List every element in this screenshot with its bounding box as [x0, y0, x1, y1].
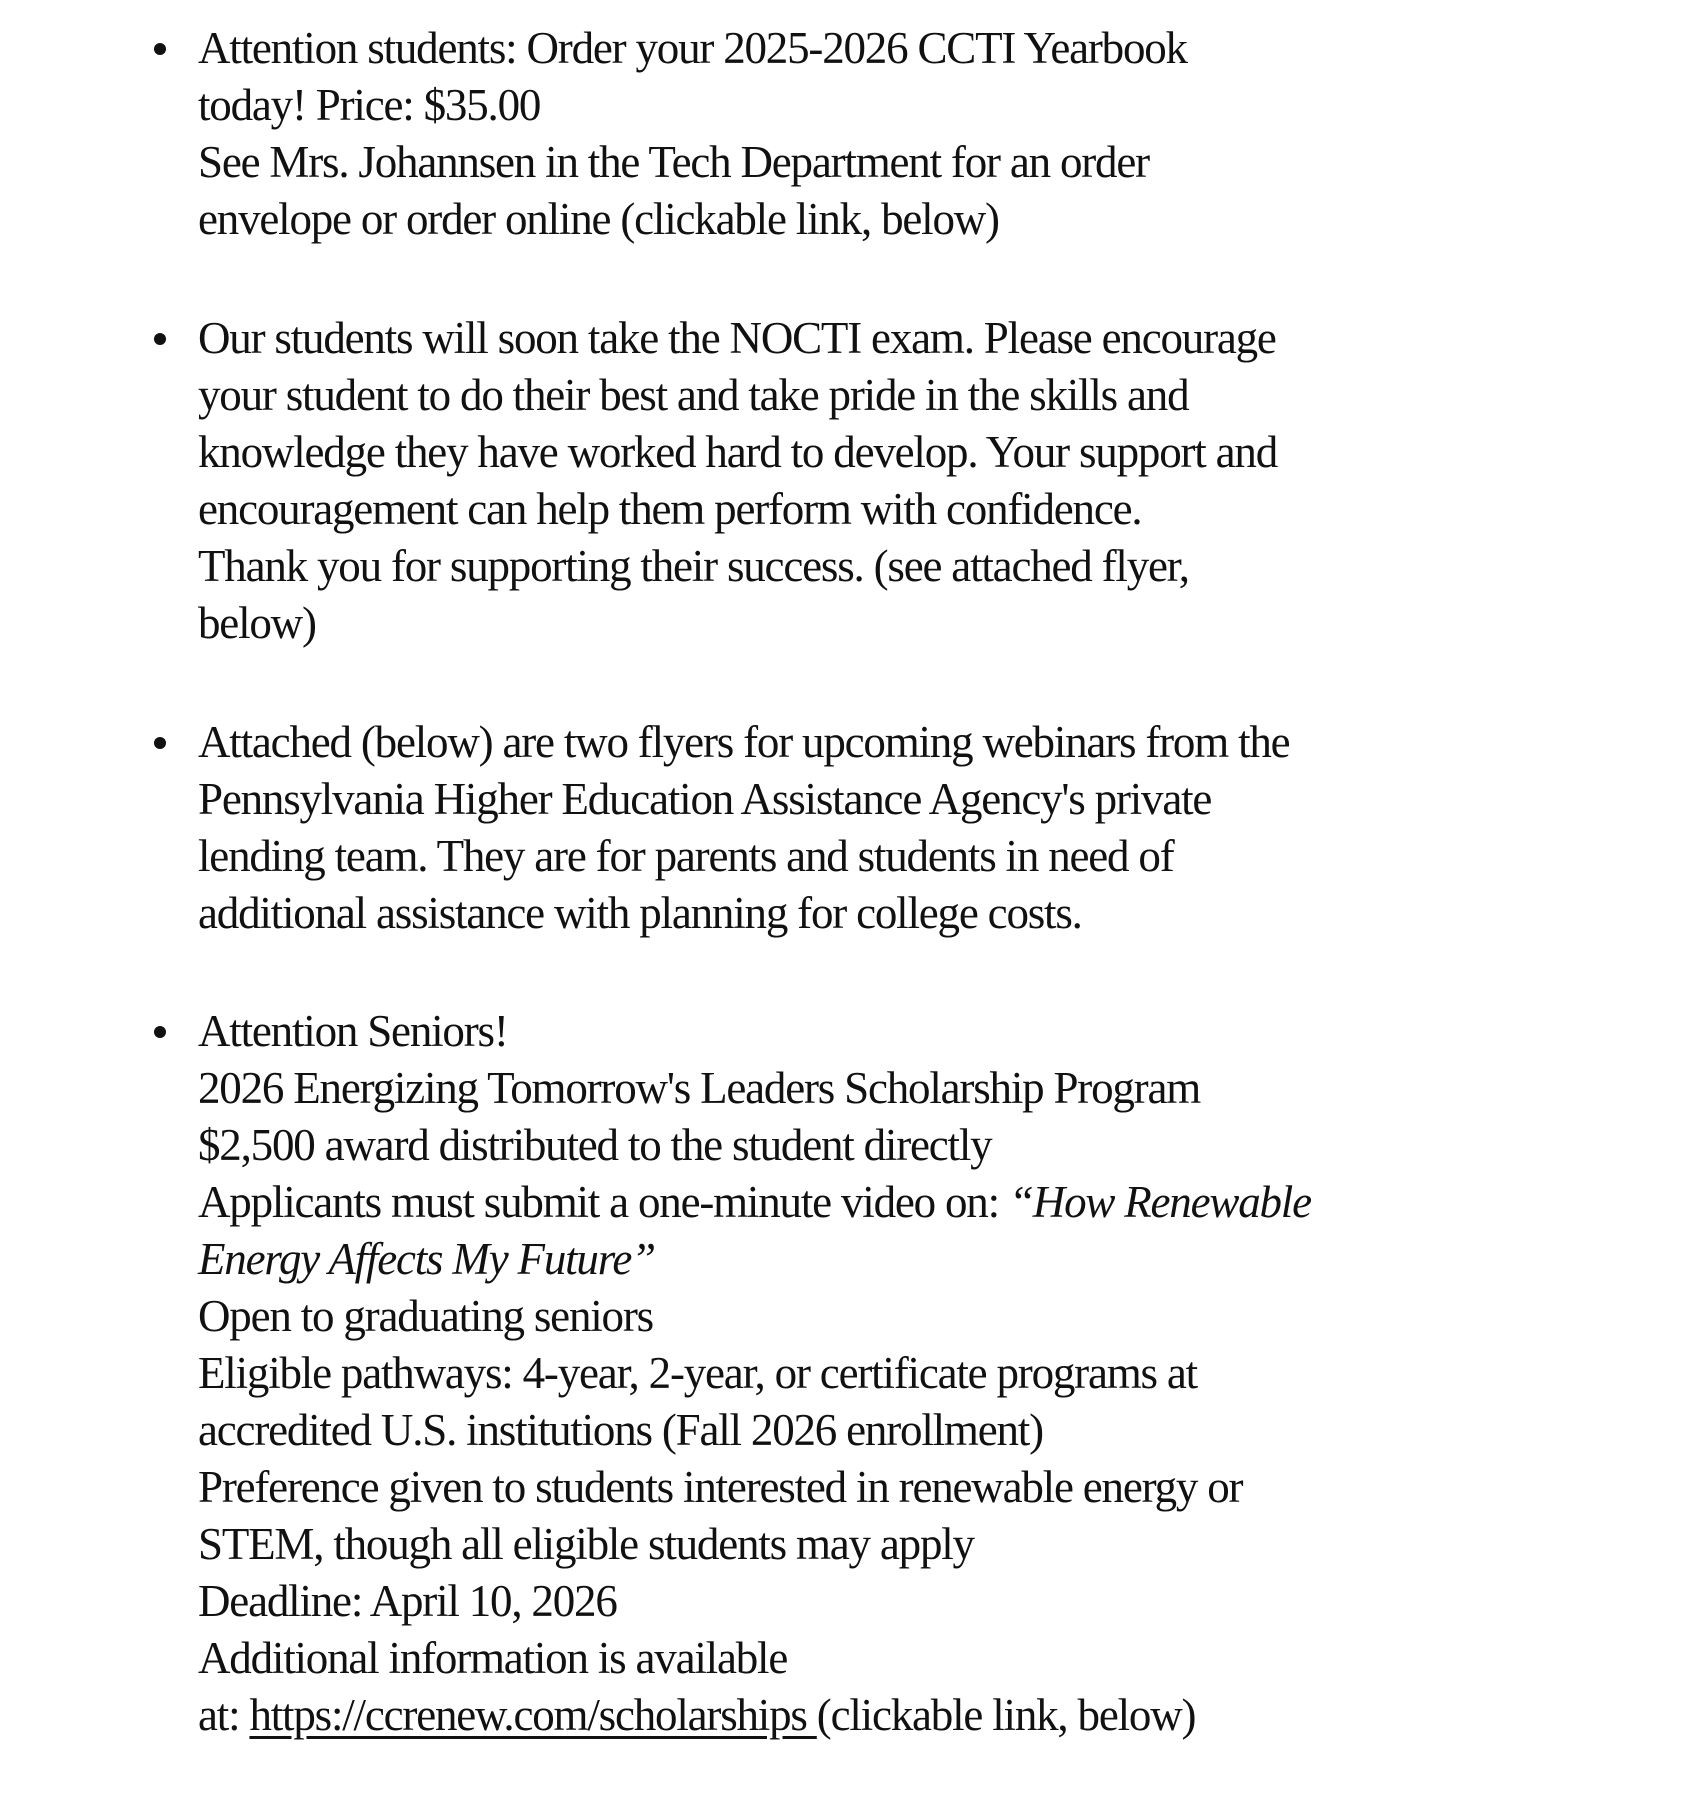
text-line: Attention Seniors!	[198, 1006, 508, 1056]
link-suffix: (clickable link, below)	[816, 1690, 1196, 1740]
text-line: envelope or order online (clickable link, below)	[198, 194, 999, 244]
bullet-icon	[154, 333, 166, 345]
video-title: “How Renewable	[1008, 1177, 1311, 1227]
bullet-icon	[154, 43, 166, 55]
announcement-text	[198, 714, 1678, 942]
video-requirement-line	[198, 1174, 1678, 1231]
text-line: Pennsylvania Higher Education Assistance Agency's private	[198, 774, 1212, 824]
text-line: Additional information is available	[198, 1633, 788, 1683]
text-line: today! Price: $35.00	[198, 80, 541, 130]
video-title-continued: Energy Affects My Future”	[198, 1234, 655, 1284]
text-line: additional assistance with planning for college costs.	[198, 888, 1082, 938]
text-line: Thank you for supporting their success. (see attached flyer,	[198, 541, 1189, 591]
text-line: $2,500 award distributed to the student directly	[198, 1120, 992, 1170]
bullet-icon	[154, 737, 166, 749]
text-line: STEM, though all eligible students may apply	[198, 1519, 974, 1569]
text-line: encouragement can help them perform with confidence.	[198, 484, 1142, 534]
text-line: Preference given to students interested in renewable energy or	[198, 1462, 1243, 1512]
text-line: See Mrs. Johannsen in the Tech Department for an order	[198, 137, 1149, 187]
text-line: below)	[198, 598, 316, 648]
link-line	[198, 1687, 1678, 1744]
text-line: knowledge they have worked hard to develop. Your support and	[198, 427, 1278, 477]
announcement-text	[198, 1003, 1678, 1744]
announcement-text	[198, 20, 1678, 248]
text-line: Attention students: Order your 2025-2026 CCTI Yearbook	[198, 23, 1187, 73]
deadline-line: Deadline: April 10, 2026	[198, 1576, 617, 1626]
text-line: your student to do their best and take pride in the skills and	[198, 370, 1189, 420]
link-prefix: at:	[198, 1690, 250, 1740]
text-line: lending team. They are for parents and students in need of	[198, 831, 1174, 881]
text-line: Eligible pathways: 4-year, 2-year, or certificate programs at	[198, 1348, 1197, 1398]
scholarship-link[interactable]: https://ccrenew.com/scholarships	[249, 1690, 817, 1740]
text-line: accredited U.S. institutions (Fall 2026 enrollment)	[198, 1405, 1043, 1455]
video-prefix: Applicants must submit a one-minute video on:	[198, 1177, 1009, 1227]
text-line: Open to graduating seniors	[198, 1291, 653, 1341]
announcement-text	[198, 310, 1678, 652]
text-line: Our students will soon take the NOCTI exam. Please encourage	[198, 313, 1276, 363]
bullet-icon	[154, 1026, 166, 1038]
text-line: Attached (below) are two flyers for upcoming webinars from the	[198, 717, 1290, 767]
text-line: 2026 Energizing Tomorrow's Leaders Scholarship Program	[198, 1063, 1201, 1113]
